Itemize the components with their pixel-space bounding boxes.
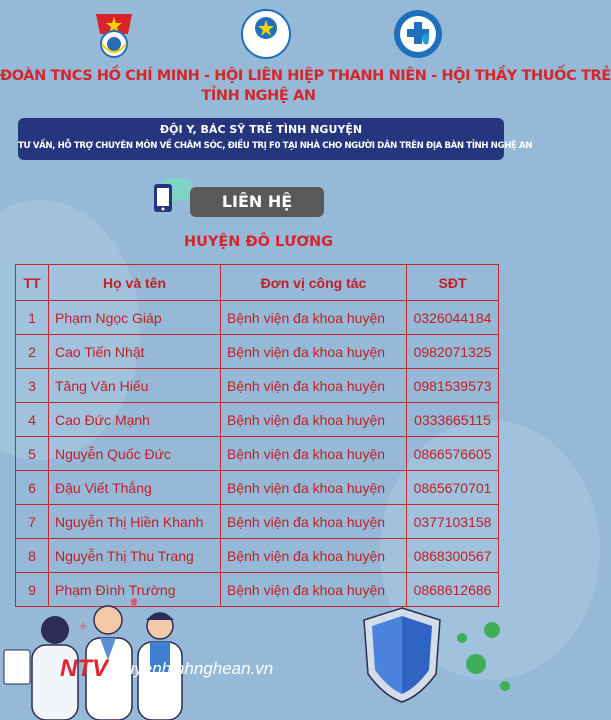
phone-number: 0333665115 xyxy=(407,403,499,437)
organization-title-line2: TỈNH NGHỆ AN xyxy=(201,88,316,104)
workplace: Bệnh viện đa khoa huyện xyxy=(221,301,407,335)
table-row xyxy=(16,437,499,471)
row-number: 9 xyxy=(16,573,49,607)
table-row xyxy=(16,471,499,505)
table-row xyxy=(16,301,499,335)
ntv-logo: NTV xyxy=(60,655,108,682)
row-number: 7 xyxy=(16,505,49,539)
row-number: 2 xyxy=(16,335,49,369)
table-row xyxy=(16,403,499,437)
phone-number: 0982071325 xyxy=(407,335,499,369)
phone-number: 0868612686 xyxy=(407,573,499,607)
channel-watermark xyxy=(60,655,273,681)
campaign-banner xyxy=(18,118,533,160)
phone-number: 0868300567 xyxy=(407,539,499,573)
row-number: 4 xyxy=(16,403,49,437)
row-number: 8 xyxy=(16,539,49,573)
table-header-row xyxy=(16,265,499,301)
organization-title-line1: ĐOÀN TNCS HỒ CHÍ MINH - HỘI LIÊN HIỆP THANH NIÊN - HỘI THẦY THUỐC TRẺ xyxy=(0,68,611,84)
contact-name: Phạm Đình Trường xyxy=(49,573,221,607)
phone-number: 0866576605 xyxy=(407,437,499,471)
young-physicians-logo xyxy=(392,8,444,60)
organization-title xyxy=(0,66,611,106)
shield-icon xyxy=(364,608,440,702)
phone-number: 0981539573 xyxy=(407,369,499,403)
phone-number: 0377103158 xyxy=(407,505,499,539)
row-number: 6 xyxy=(16,471,49,505)
website-url: truyenhinhnghean.vn xyxy=(114,659,274,678)
banner-subtitle: TƯ VẤN, HỖ TRỢ CHUYÊN MÔN VỀ CHĂM SÓC, ĐIỀU TRỊ F0 TẠI NHÀ CHO NGƯỜI DÂN TRÊN ĐỊA BÀN TỈNH NGHỆ AN xyxy=(18,141,533,151)
row-number: 1 xyxy=(16,301,49,335)
contact-name: Cao Tiến Nhật xyxy=(49,335,221,369)
column-header-unit: Đơn vị công tác xyxy=(221,265,407,301)
table-row xyxy=(16,369,499,403)
virus-icon xyxy=(457,622,510,691)
contact-name: Nguyễn Thị Hiền Khanh xyxy=(49,505,221,539)
contact-name: Tăng Văn Hiếu xyxy=(49,369,221,403)
workplace: Bệnh viện đa khoa huyện xyxy=(221,403,407,437)
youth-federation-logo xyxy=(240,8,292,60)
contact-name: Cao Đức Mạnh xyxy=(49,403,221,437)
phone-number: 0865670701 xyxy=(407,471,499,505)
contact-table xyxy=(15,264,499,607)
table-row xyxy=(16,335,499,369)
workplace: Bệnh viện đa khoa huyện xyxy=(221,471,407,505)
banner-title: ĐỘI Y, BÁC SỸ TRẺ TÌNH NGUYỆN xyxy=(159,123,363,136)
phone-number: 0326044184 xyxy=(407,301,499,335)
column-header-tt: TT xyxy=(16,265,49,301)
table-row xyxy=(16,505,499,539)
column-header-phone: SĐT xyxy=(407,265,499,301)
workplace: Bệnh viện đa khoa huyện xyxy=(221,335,407,369)
workplace: Bệnh viện đa khoa huyện xyxy=(221,573,407,607)
workplace: Bệnh viện đa khoa huyện xyxy=(221,369,407,403)
contact-name: Nguyễn Quốc Đức xyxy=(49,437,221,471)
contact-name: Nguyễn Thị Thu Trang xyxy=(49,539,221,573)
svg-text:+: + xyxy=(78,619,89,633)
workplace: Bệnh viện đa khoa huyện xyxy=(221,437,407,471)
district-heading: HUYỆN ĐÔ LƯƠNG xyxy=(183,234,334,250)
column-header-name: Họ và tên xyxy=(49,265,221,301)
youth-union-logo xyxy=(88,8,140,60)
row-number: 3 xyxy=(16,369,49,403)
workplace: Bệnh viện đa khoa huyện xyxy=(221,505,407,539)
table-row xyxy=(16,539,499,573)
contact-name: Đậu Viết Thắng xyxy=(49,471,221,505)
row-number: 5 xyxy=(16,437,49,471)
contact-name: Phạm Ngọc Giáp xyxy=(49,301,221,335)
contact-label: LIÊN HỆ xyxy=(190,187,324,217)
phone-icon xyxy=(148,174,196,216)
workplace: Bệnh viện đa khoa huyện xyxy=(221,539,407,573)
